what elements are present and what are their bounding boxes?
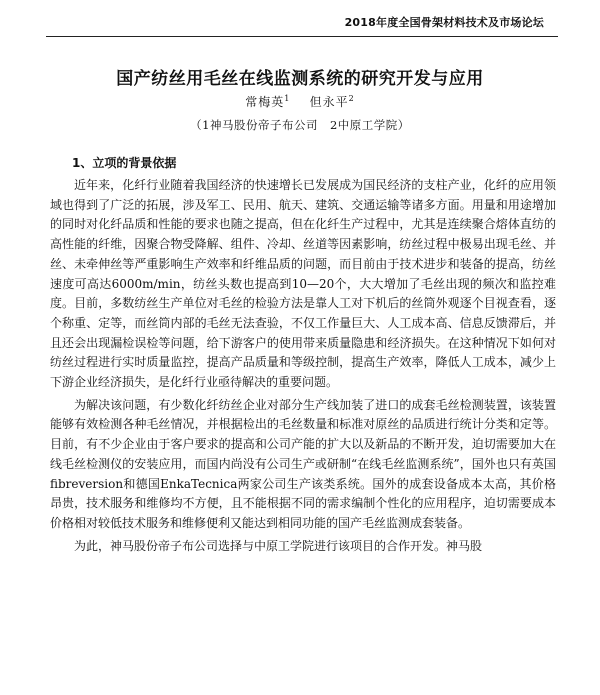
paragraph: 近年来，化纤行业随着我国经济的快速增长已发展成为国民经济的支柱产业，化纤的应用领域也得到了广泛的拓展，涉及军工、民用、航天、建筑、交通运输等诸多方面。用量和用途增加的同时对化纤品质和性能的要求也随之提高，但在化纤生产过程中，尤其是连续聚合熔体直纺的高性能的纤维，因聚合物受降解、组件、冷却、丝道等因素影响，纺丝过程中极易出现毛丝、并丝、未牵伸丝等严重影响生产效率和纤维品质的问题，而目前由于技术进步和装备的提高，纺丝速度可高达6000m/min，纺丝头数也提高到10—20个，大大增加了毛丝出现的频次和监控难度。目前，多数纺丝生产单位对毛丝的检验方法是靠人工对下机后的丝筒外观逐个目视查看，逐个称重、定等，而丝筒内部的毛丝无法查验，不仅工作量巨大、人工成本高、信息反馈滞后，并且还会出现漏检误检等问题，给下游客户的使用带来质量隐患和经济损失。在这种情况下如何对纺丝过程进行实时质量监控，提高产品质量和等级控制，提高生产效率，降低人工成本，减少上下游企业经济损失，是化纤行业亟待解决的重要问题。 (50, 178, 556, 390)
affiliations: （1神马股份帝子布公司 2中原工学院） (190, 118, 410, 132)
section-heading: 1、立项的背景依据 (72, 156, 177, 170)
author-name: 但永平 (309, 95, 349, 109)
paper-title: 国产纺丝用毛丝在线监测系统的研究开发与应用 (116, 69, 484, 89)
running-header: 2018年度全国骨架材料技术及市场论坛 (344, 16, 544, 29)
paragraph: 为此，神马股份帝子布公司选择与中原工学院进行该项目的合作开发。神马股 (74, 538, 483, 553)
header-rule (46, 36, 558, 37)
author-affiliation-mark: 2 (348, 94, 355, 103)
author-affiliation-mark: 1 (284, 94, 291, 103)
body-text (50, 176, 556, 556)
paragraph: 为解决该问题，有少数化纤纺丝企业对部分生产线加装了进口的成套毛丝检测装置，该装置能够有效检测各种毛丝情况，并根据检出的毛丝数量和标准对原丝的品质进行统计分类和定等。目前，有不少企业由于客户要求的提高和公司产能的扩大以及新品的不断开发，迫切需要加大在线毛丝检测仪的安装应用，而国内尚没有公司生产或研制“在线毛丝监测系统”，国外也只有英国fibreversion和德国EnkaTecnica两家公司生产该类系统。国外的成套设备成本太高，其价格昂贵，技术服务和维修均不方便，且不能根据不同的需求编制个性化的应用程序，迫切需要成本价格相对较低技术服务和维修便利又能达到相同功能的国产毛丝监测成套装备。 (50, 397, 556, 530)
author-name: 常梅英 (245, 95, 285, 109)
author-line (0, 93, 600, 110)
